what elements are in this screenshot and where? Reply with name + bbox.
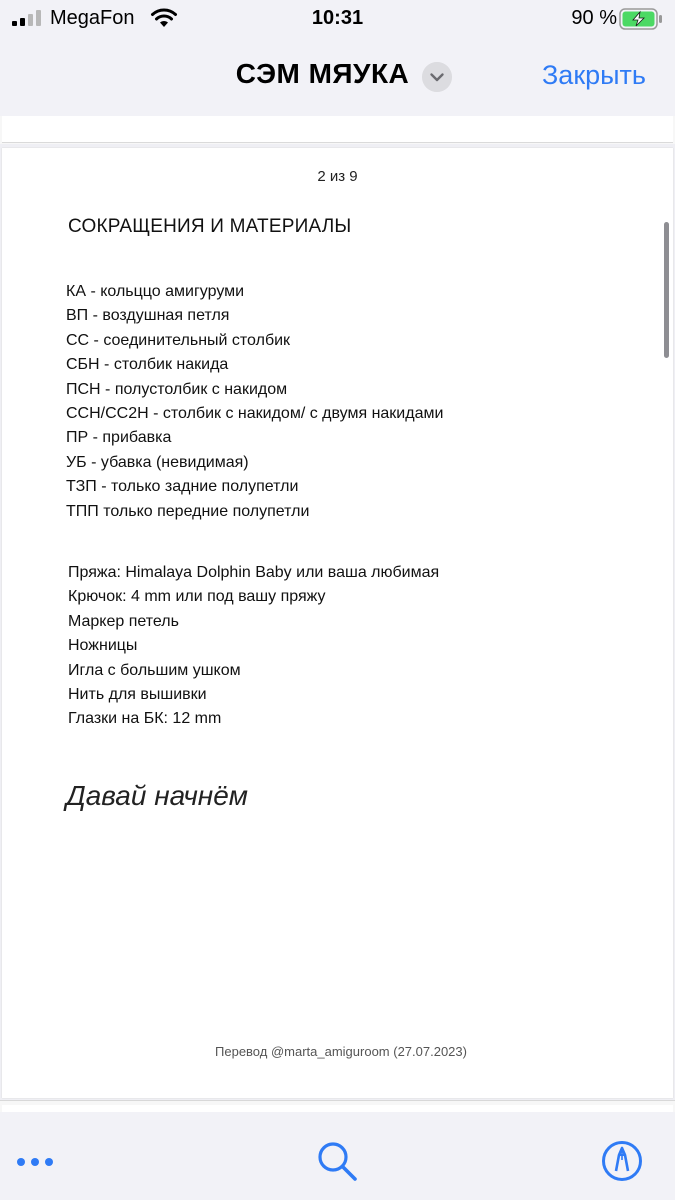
list-item: ТПП только передние полупетли [66, 502, 310, 520]
status-bar [0, 0, 675, 36]
list-item: СБН - столбик накида [66, 356, 229, 374]
list-item: Пряжа: Himalaya Dolphin Baby или ваша любимая [68, 564, 440, 581]
chevron-down-icon[interactable] [422, 62, 452, 92]
previous-page-edge [0, 116, 675, 144]
page-counter: 2 из 9 [317, 168, 358, 185]
list-item: СС - соединительный столбик [66, 331, 291, 349]
status-time: 10:31 [311, 7, 364, 29]
list-item: Маркер петель [68, 612, 179, 630]
bottom-toolbar [0, 1112, 675, 1200]
navigation-bar [0, 36, 675, 116]
battery-charging-icon [619, 8, 663, 30]
search-icon[interactable] [316, 1140, 358, 1182]
start-heading: Давай начнём [66, 780, 248, 811]
translator-credit: Перевод @marta_amiguroom (27.07.2023) [215, 1044, 467, 1059]
document-page[interactable] [2, 148, 673, 1098]
list-item: Крючок: 4 mm или под вашу пряжу [68, 588, 326, 606]
previous-page [2, 116, 673, 143]
list-item: ТЗП - только задние полупетли [66, 478, 299, 496]
list-item: Глазки на БК: 12 mm [68, 710, 222, 728]
battery-percentage: 90 % [571, 7, 617, 29]
list-item: Ножницы [68, 637, 138, 655]
vertical-scrollbar[interactable] [664, 222, 669, 358]
materials-list [68, 561, 439, 732]
markup-pen-icon[interactable] [601, 1140, 643, 1182]
document-title[interactable]: СЭМ МЯУКА [235, 58, 410, 89]
section-title: СОКРАЩЕНИЯ И МАТЕРИАЛЫ [68, 216, 352, 237]
abbreviations-list [66, 280, 443, 524]
list-item: ССН/СС2Н - столбик с накидом/ с двумя накидами [66, 404, 444, 422]
list-item: Нить для вышивки [68, 685, 207, 703]
list-item: ПР - прибавка [66, 429, 172, 447]
list-item: ПСН - полустолбик с накидом [66, 380, 288, 398]
list-item: ВП - воздушная петля [66, 307, 230, 325]
list-item: Игла с большим ушком [68, 661, 241, 679]
carrier-name: MegaFon [50, 7, 135, 29]
list-item: КА - кольццо амигуруми [66, 283, 245, 300]
close-button[interactable]: Закрыть [542, 60, 646, 90]
list-item: УБ - убавка (невидимая) [66, 453, 249, 471]
more-dots-icon[interactable] [16, 1156, 54, 1168]
